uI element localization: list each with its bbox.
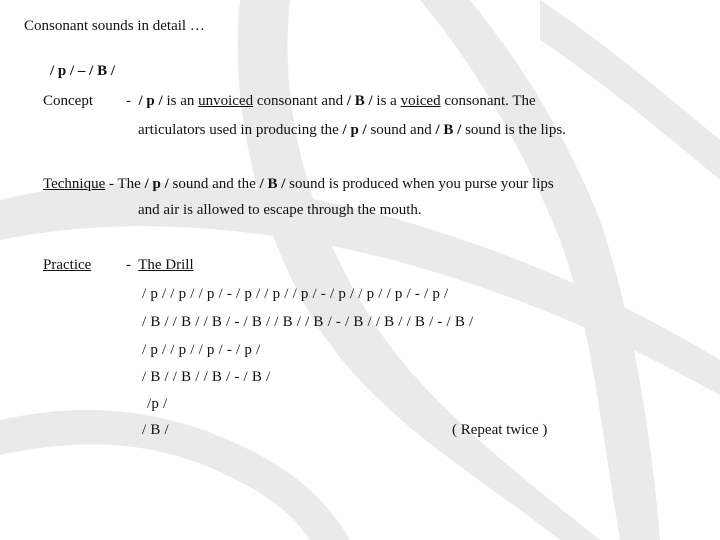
concept-text: is an bbox=[162, 93, 199, 109]
drill-line-1: / p / / p / / p / - / p / / p / / p / - / p / / p / / p / - / p / bbox=[142, 286, 449, 302]
concept-text: consonant. The bbox=[440, 93, 536, 109]
p-symbol: / p / bbox=[342, 122, 367, 138]
technique-text: - The bbox=[105, 176, 145, 192]
concept-text: sound is the lips. bbox=[461, 122, 566, 138]
slide-title: Consonant sounds in detail … bbox=[24, 18, 205, 34]
drill-line-2: / B / / B / / B / - / B / / B / / B / - / B / / B / / B / - / B / bbox=[142, 314, 474, 330]
technique-line-1 bbox=[43, 176, 554, 193]
technique-text: sound is produced when you purse your lips bbox=[285, 176, 554, 192]
drill-line-5: /p / bbox=[147, 396, 168, 412]
practice-dash: - bbox=[126, 257, 131, 273]
voiced-term: voiced bbox=[400, 93, 441, 109]
b-symbol: / B / bbox=[346, 93, 373, 109]
technique-text: sound and the bbox=[168, 176, 260, 192]
p-symbol: / p / bbox=[144, 176, 169, 192]
practice-label: Practice bbox=[43, 257, 92, 273]
drill-title: The Drill bbox=[138, 257, 194, 273]
b-symbol: / B / bbox=[259, 176, 286, 192]
p-symbol: / p / bbox=[138, 93, 163, 109]
concept-text: sound and bbox=[366, 122, 436, 138]
concept-text: articulators used in producing the bbox=[138, 122, 343, 138]
unvoiced-term: unvoiced bbox=[198, 93, 254, 109]
concept-line-2 bbox=[138, 122, 566, 139]
drill-line-3: / p / / p / / p / - / p / bbox=[142, 342, 261, 358]
concept-label: Concept bbox=[43, 93, 93, 109]
technique-line-2: and air is allowed to escape through the mouth. bbox=[138, 202, 422, 218]
slide-subtitle: / p / – / B / bbox=[50, 63, 116, 79]
technique-label: Technique bbox=[43, 176, 106, 192]
drill-line-6: / B / bbox=[142, 422, 169, 438]
concept-text: is a bbox=[372, 93, 401, 109]
concept-line-1 bbox=[126, 93, 536, 110]
drill-line-4: / B / / B / / B / - / B / bbox=[142, 369, 271, 385]
repeat-note: ( Repeat twice ) bbox=[452, 422, 548, 438]
b-symbol: / B / bbox=[435, 122, 462, 138]
concept-text: consonant and bbox=[253, 93, 347, 109]
drill-heading bbox=[126, 257, 194, 274]
concept-dash: - bbox=[126, 93, 131, 109]
